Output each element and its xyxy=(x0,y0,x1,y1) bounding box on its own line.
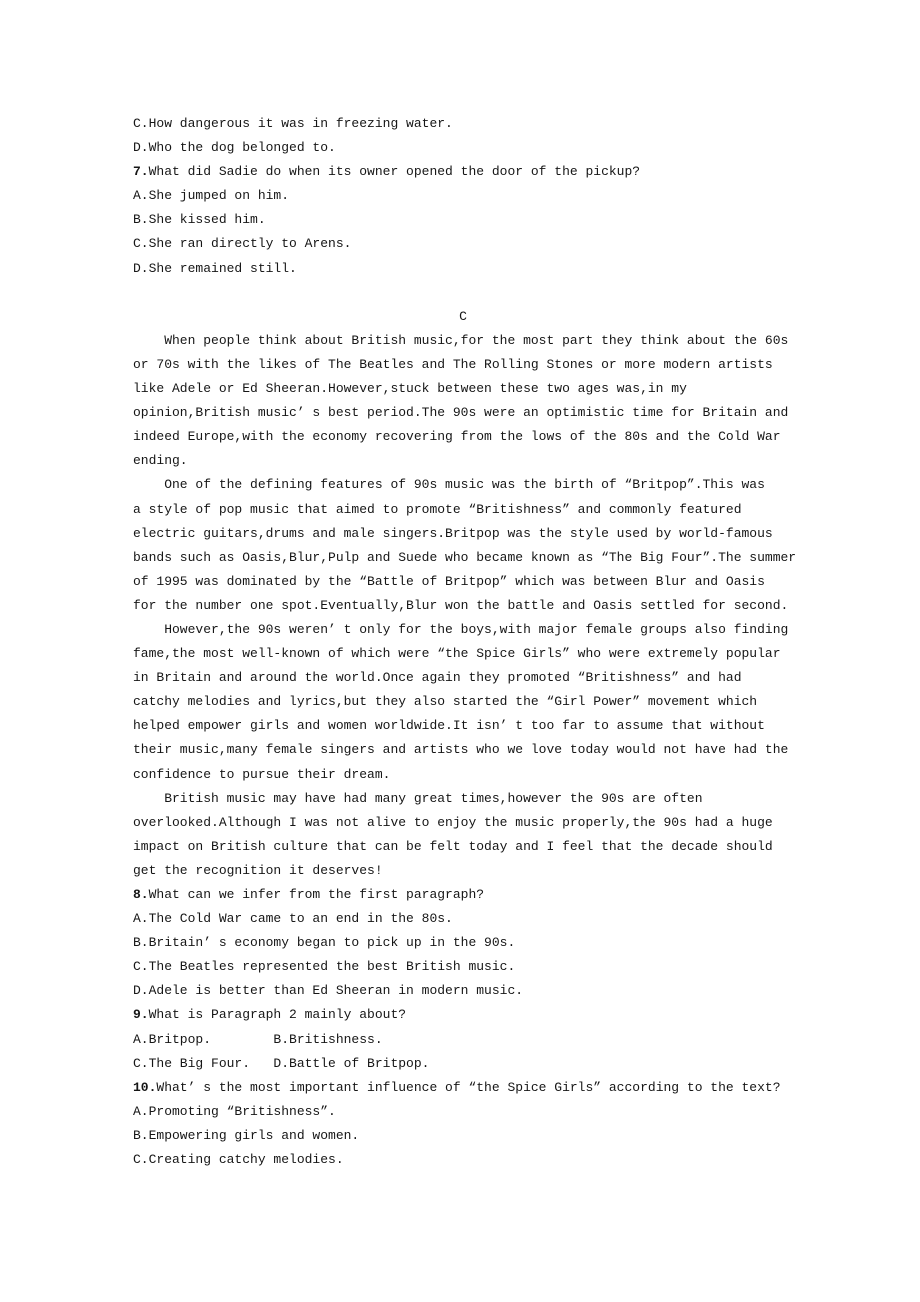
text-line: overlooked.Although I was not alive to enjoy the music properly,the 90s had a huge xyxy=(133,814,773,830)
text-line: One of the defining features of 90s music was the birth of “Britpop”.This was xyxy=(133,477,765,493)
text-line: C.How dangerous it was in freezing water. xyxy=(133,116,453,131)
text-line: B.She kissed him. xyxy=(133,212,266,228)
text-line: their music,many female singers and artists who we love today would not have had the xyxy=(133,742,789,758)
text-line: A.Britpop. B.Britishness. xyxy=(133,1031,383,1047)
text-line: for the number one spot.Eventually,Blur won the battle and Oasis settled for second. xyxy=(133,597,789,613)
text-line: impact on British culture that can be felt today and I feel that the decade should xyxy=(133,838,773,854)
text-line: or 70s with the likes of The Beatles and The Rolling Stones or more modern artists xyxy=(133,356,773,372)
text-line: B.Empowering girls and women. xyxy=(133,1127,360,1143)
text-line: C.Creating catchy melodies. xyxy=(133,1152,344,1168)
text-line: 10.What’ s the most important influence of “the Spice Girls” according to the text? xyxy=(133,1079,781,1095)
text-line: A.Promoting “Britishness”. xyxy=(133,1103,336,1119)
text-line: C.She ran directly to Arens. xyxy=(133,236,352,252)
text-line: of 1995 was dominated by the “Battle of Britpop” which was between Blur and Oasis xyxy=(133,573,765,589)
text-line: British music may have had many great times,however the 90s are often xyxy=(133,790,703,806)
text-line: 7.What did Sadie do when its owner opened the door of the pickup? xyxy=(133,164,641,180)
text-line: When people think about British music,for the most part they think about the 60s xyxy=(133,332,789,348)
section-heading: C xyxy=(459,308,467,324)
text-line: electric guitars,drums and male singers.Britpop was the style used by world-famous xyxy=(133,525,773,541)
question-number: 8. xyxy=(133,887,149,902)
text-line: catchy melodies and lyrics,but they also started the “Girl Power” movement which xyxy=(133,694,758,710)
question-number: 10. xyxy=(133,1079,157,1095)
text-line: fame,the most well-known of which were “the Spice Girls” who were extremely popular xyxy=(133,646,781,662)
text-line: However,the 90s weren’ t only for the boys,with major female groups also finding xyxy=(133,621,789,637)
text-line: bands such as Oasis,Blur,Pulp and Suede who became known as “The Big Four”.The summer xyxy=(133,549,797,565)
text-line: D.Adele is better than Ed Sheeran in modern music. xyxy=(133,983,524,999)
text-line: confidence to pursue their dream. xyxy=(133,766,391,782)
blank-line xyxy=(133,281,793,305)
text-line: get the recognition it deserves! xyxy=(133,862,383,878)
text-line: A.She jumped on him. xyxy=(133,188,290,204)
text-line: A.The Cold War came to an end in the 80s. xyxy=(133,911,453,927)
text-line: C.The Beatles represented the best British music. xyxy=(133,959,516,975)
text-line: ending. xyxy=(133,453,188,469)
text-line: like Adele or Ed Sheeran.However,stuck between these two ages was,in my xyxy=(133,381,687,397)
text-line: D.She remained still. xyxy=(133,260,297,276)
document-content xyxy=(133,112,797,1172)
text-line: helped empower girls and women worldwide.It isn’ t too far to assume that without xyxy=(133,718,765,734)
text-line: a style of pop music that aimed to promote “Britishness” and commonly featured xyxy=(133,501,742,517)
text-line: opinion,British music’ s best period.The 90s were an optimistic time for Britain and xyxy=(133,405,789,421)
question-number: 7. xyxy=(133,164,149,180)
text-line: B.Britain’ s economy began to pick up in the 90s. xyxy=(133,935,516,951)
text-line: in Britain and around the world.Once again they promoted “Britishness” and had xyxy=(133,670,742,686)
text-line: C.The Big Four. D.Battle of Britpop. xyxy=(133,1055,430,1071)
text-line: D.Who the dog belonged to. xyxy=(133,140,336,156)
text-line: indeed Europe,with the economy recovering from the lows of the 80s and the Cold War xyxy=(133,429,781,445)
question-number: 9. xyxy=(133,1007,149,1023)
text-line: 9.What is Paragraph 2 mainly about? xyxy=(133,1007,407,1023)
text-line: 8.What can we infer from the first paragraph? xyxy=(133,887,485,902)
